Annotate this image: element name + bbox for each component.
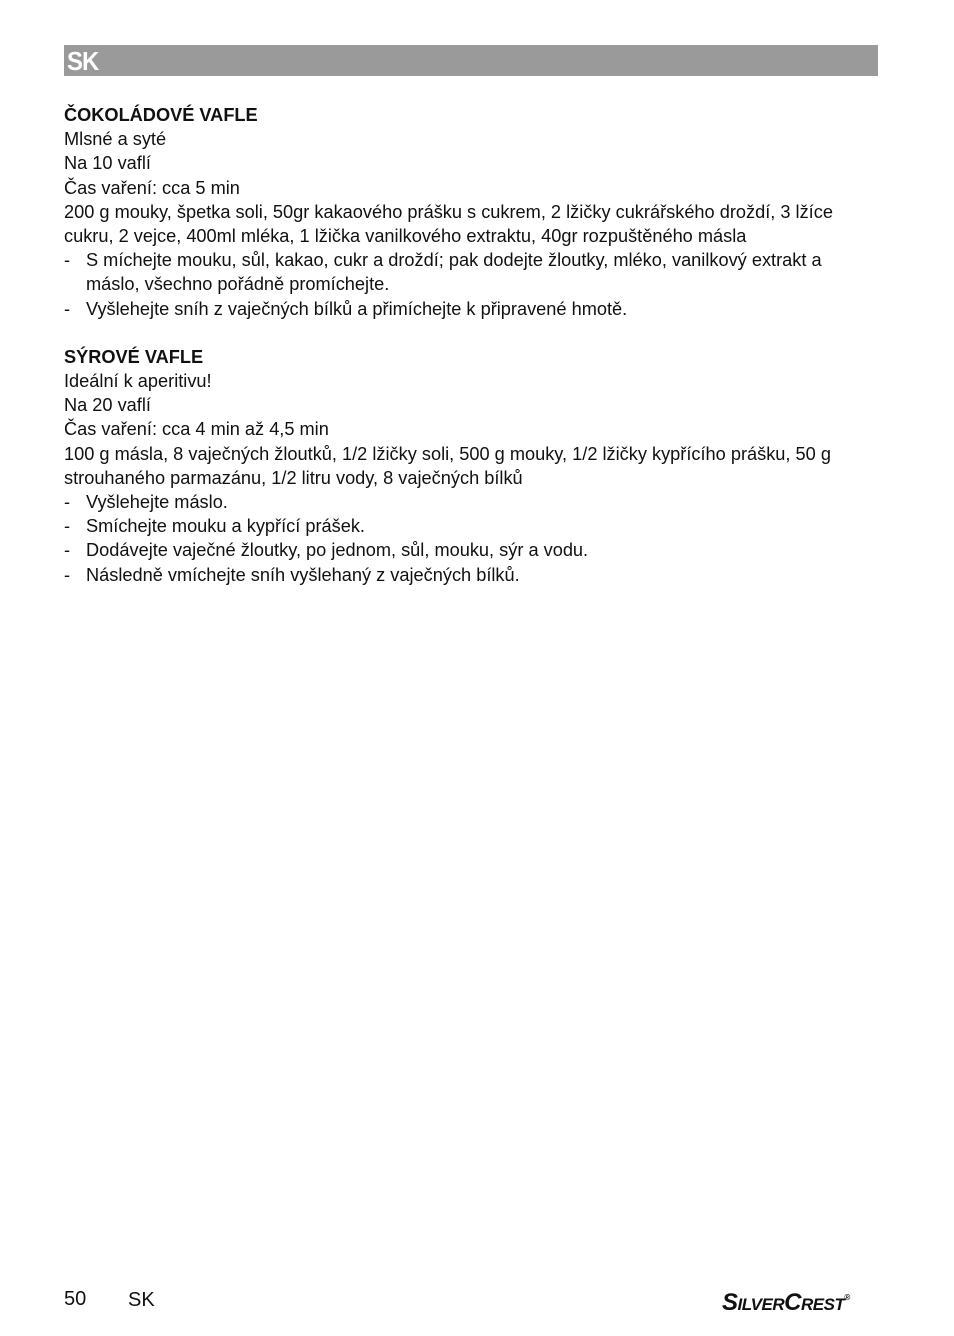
recipe-step [64, 563, 880, 587]
step-text: S míchejte mouku, sůl, kakao, cukr a droždí; pak dodejte žloutky, mléko, vanilkový extrakt a máslo, všechno pořádně promíchejte. [86, 250, 822, 295]
silvercrest-logo [722, 1289, 850, 1317]
step-text: Dodávejte vaječné žloutky, po jednom, sůl, mouku, sýr a vodu. [86, 540, 589, 561]
recipe-step [64, 297, 880, 321]
recipe-step [64, 248, 880, 296]
bullet-dash: - [64, 540, 71, 561]
recipe-cook-time: Čas vaření: cca 5 min [64, 177, 240, 198]
logo-text: S [722, 1289, 738, 1316]
registered-mark: ® [844, 1293, 850, 1302]
footer-language-code: SK [128, 1289, 155, 1311]
logo-text: C [784, 1289, 801, 1316]
recipe-step [64, 514, 880, 538]
logo-text: ILVER [737, 1295, 785, 1314]
logo-text: REST [800, 1295, 845, 1314]
bullet-dash: - [64, 298, 71, 319]
bullet-dash: - [64, 516, 71, 537]
recipe-title: ČOKOLÁDOVÉ VAFLE [64, 105, 258, 125]
recipe-chocolate-waffles [64, 103, 880, 321]
language-header-bar [64, 45, 878, 76]
bullet-dash: - [64, 564, 71, 585]
recipe-cook-time: Čas vaření: cca 4 min až 4,5 min [64, 419, 329, 440]
recipe-ingredients: 200 g mouky, špetka soli, 50gr kakaového prášku s cukrem, 2 lžičky cukrářského droždí, 3 lžíce cukru, 2 vejce, 400ml mléka, 1 lžička vanilkového extraktu, 40gr rozpuštěného másla [64, 201, 833, 247]
recipe-subtitle: Mlsné a syté [64, 129, 167, 150]
recipe-title: SÝROVÉ VAFLE [64, 346, 204, 367]
recipe-cheese-waffles [64, 345, 880, 587]
step-text: Smíchejte mouku a kypřící prášek. [86, 516, 365, 537]
recipe-servings: Na 20 vaflí [64, 395, 151, 416]
recipe-ingredients: 100 g másla, 8 vaječných žloutků, 1/2 lžičky soli, 500 g mouky, 1/2 lžičky kypřícího prášku, 50 g strouhaného parmazánu, 1/2 litru vody, 8 vaječných bílků [64, 443, 831, 488]
language-code: SK [67, 46, 99, 76]
step-text: Následně vmíchejte sníh vyšlehaný z vaječných bílků. [86, 564, 520, 585]
recipe-content [64, 103, 880, 611]
bullet-dash: - [64, 250, 71, 271]
page-number: 50 [64, 1288, 87, 1310]
step-text: Vyšlehejte sníh z vaječných bílků a přimíchejte k připravené hmotě. [86, 298, 628, 319]
recipe-step [64, 538, 880, 562]
step-text: Vyšlehejte máslo. [86, 492, 228, 513]
bullet-dash: - [64, 492, 71, 513]
recipe-servings: Na 10 vaflí [64, 153, 151, 174]
recipe-step [64, 490, 880, 514]
recipe-subtitle: Ideální k aperitivu! [64, 371, 212, 392]
